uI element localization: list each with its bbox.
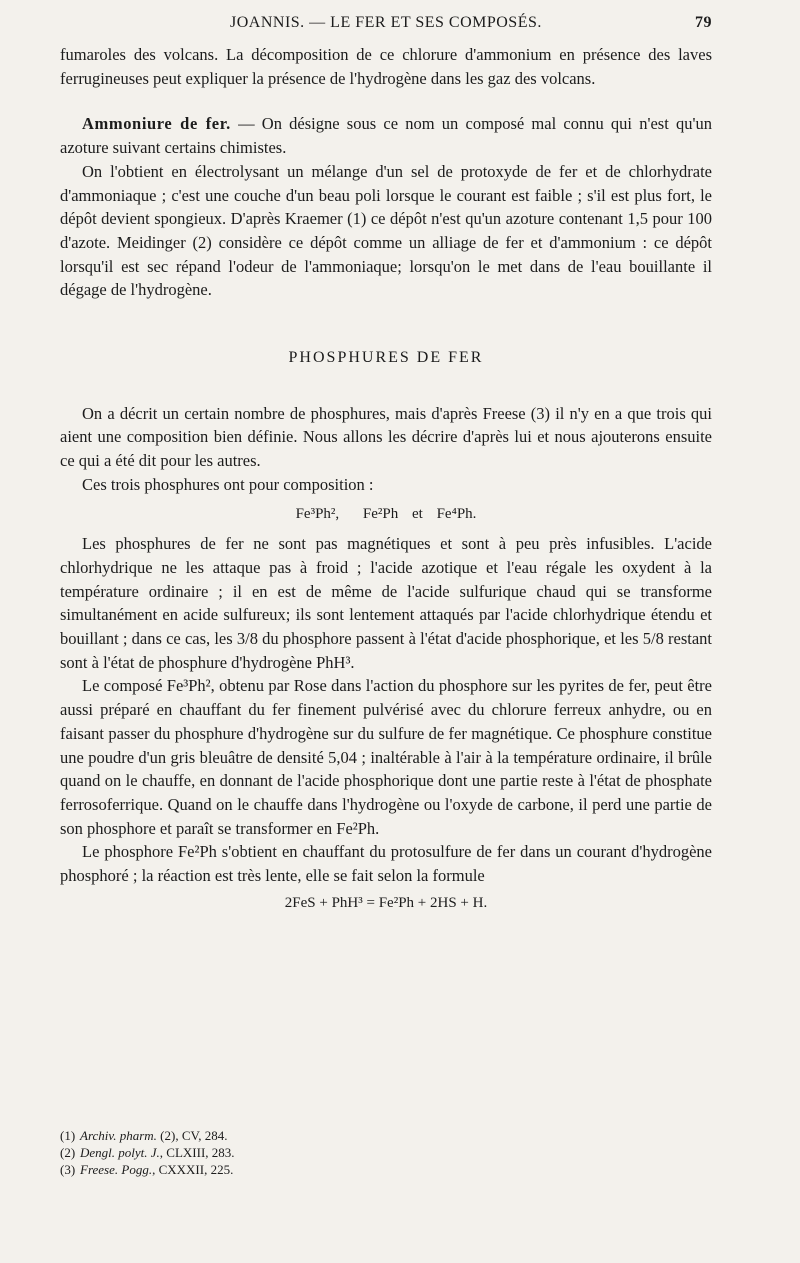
footnote: (2) Dengl. polyt. J., CLXIII, 283.	[60, 1145, 235, 1160]
page-body	[60, 43, 712, 920]
formula-fe3ph2: Fe³Ph²,	[295, 505, 340, 522]
paragraph-fumaroles: fumaroles des volcans. La décomposition de ce chlorure d'ammonium en présence des laves ferrugineuses peut expliquer la présence de l'hydrogène dans les gaz des volcans.	[60, 45, 712, 88]
paragraph-ammoniure	[60, 112, 712, 159]
formula-fe2ph: Fe²Ph	[362, 505, 399, 522]
footnote: (3) Freese. Pogg., CXXXII, 225.	[60, 1162, 234, 1177]
paragraph-compose-fe3ph2: Le composé Fe³Ph², obtenu par Rose dans l'action du phosphore sur les pyrites de fer, peut être aussi préparé en chauffant du fer finement pulvérisé avec du chlorure ferreux anhydre, ou en faisant passer du phosphure d'hydrogène sur du sulfure de fer magnétique. Ce phosphure constitue une poudre d'un gris bleuâtre de densité 5,04 ; inaltérable à l'air à la température ordinaire, il brûle quand on le chauffe, en donnant de l'acide phosphorique dont une partie reste à l'état de phosphate ferrosoferrique. Quand on le chauffe dans l'hydrogène ou l'oxyde de carbone, il perd une partie de son phosphore et paraît se transformer en Fe²Ph.	[60, 676, 712, 838]
running-title: JOANNIS. — LE FER ET SES COMPOSÉS.	[230, 14, 542, 31]
reaction-equation: 2FeS + PhH³ = Fe²Ph + 2HS + H.	[284, 894, 488, 911]
paragraph-composition: Ces trois phosphures ont pour composition :	[82, 474, 374, 494]
ammoniure-text: — On désigne sous ce nom un composé mal connu qui n'est qu'un azoture suivant certains chimistes.	[60, 114, 712, 158]
formula-line	[60, 503, 712, 527]
section-title: PHOSPHURES DE FER	[288, 349, 484, 367]
formula-fe4ph: Fe⁴Ph.	[436, 505, 477, 522]
footnote: (1) Archiv. pharm. (2), CV, 284.	[60, 1128, 228, 1143]
formula-connector: et	[412, 505, 423, 522]
paragraph-electrolyse: On l'obtient en électrolysant un mélange d'un sel de protoxyde de fer et de chlorhydrate d'ammoniaque ; c'est une couche d'un beau poli lorsque le courant est faible ; s'il est plus fort, le dépôt devient spongieux. D'après Kraemer (1) ce dépôt n'est qu'un azoture contenant 1,5 pour 100 d'azote. Meidinger (2) considère ce dépôt comme un alliage de fer et d'ammonium : ce dépôt lorsqu'il est sec répand l'odeur de l'ammoniaque; lorsqu'on le met dans de l'eau bouillante il dégage de l'hydrogène.	[60, 161, 712, 300]
paragraph-phosphore-fe2ph: Le phosphore Fe²Ph s'obtient en chauffant du protosulfure de fer dans un courant d'hydrogène phosphoré ; la réaction est très lente, elle se fait selon la formule	[60, 842, 712, 886]
paragraph-freese: On a décrit un certain nombre de phosphures, mais d'après Freese (3) il n'y en a que trois qui aient une composition bien définie. Nous allons les décrire d'après lui et nous ajouterons ensuite ce qui a été dit pour les autres.	[60, 403, 712, 471]
footnotes	[60, 1127, 660, 1178]
ammoniure-heading: Ammoniure de fer.	[82, 114, 231, 134]
paragraph-proprietes: Les phosphures de fer ne sont pas magnétiques et sont à peu près infusibles. L'acide chlorhydrique ne les attaque pas à froid ; l'acide azotique et l'eau régale les oxydent à la température ordinaire ; il en est de même de l'acide sulfurique chaud qui se transforme simultanément en acide sulfureux; ils sont lentement attaqués par l'acide chlorhydrique étendu et bouillant ; dans ce cas, les 3/8 du phosphore passent à l'état d'acide phosphorique, et les 5/8 restant sont à l'état de phosphure d'hydrogène PhH³.	[60, 534, 712, 672]
page-number: 79	[695, 14, 712, 31]
